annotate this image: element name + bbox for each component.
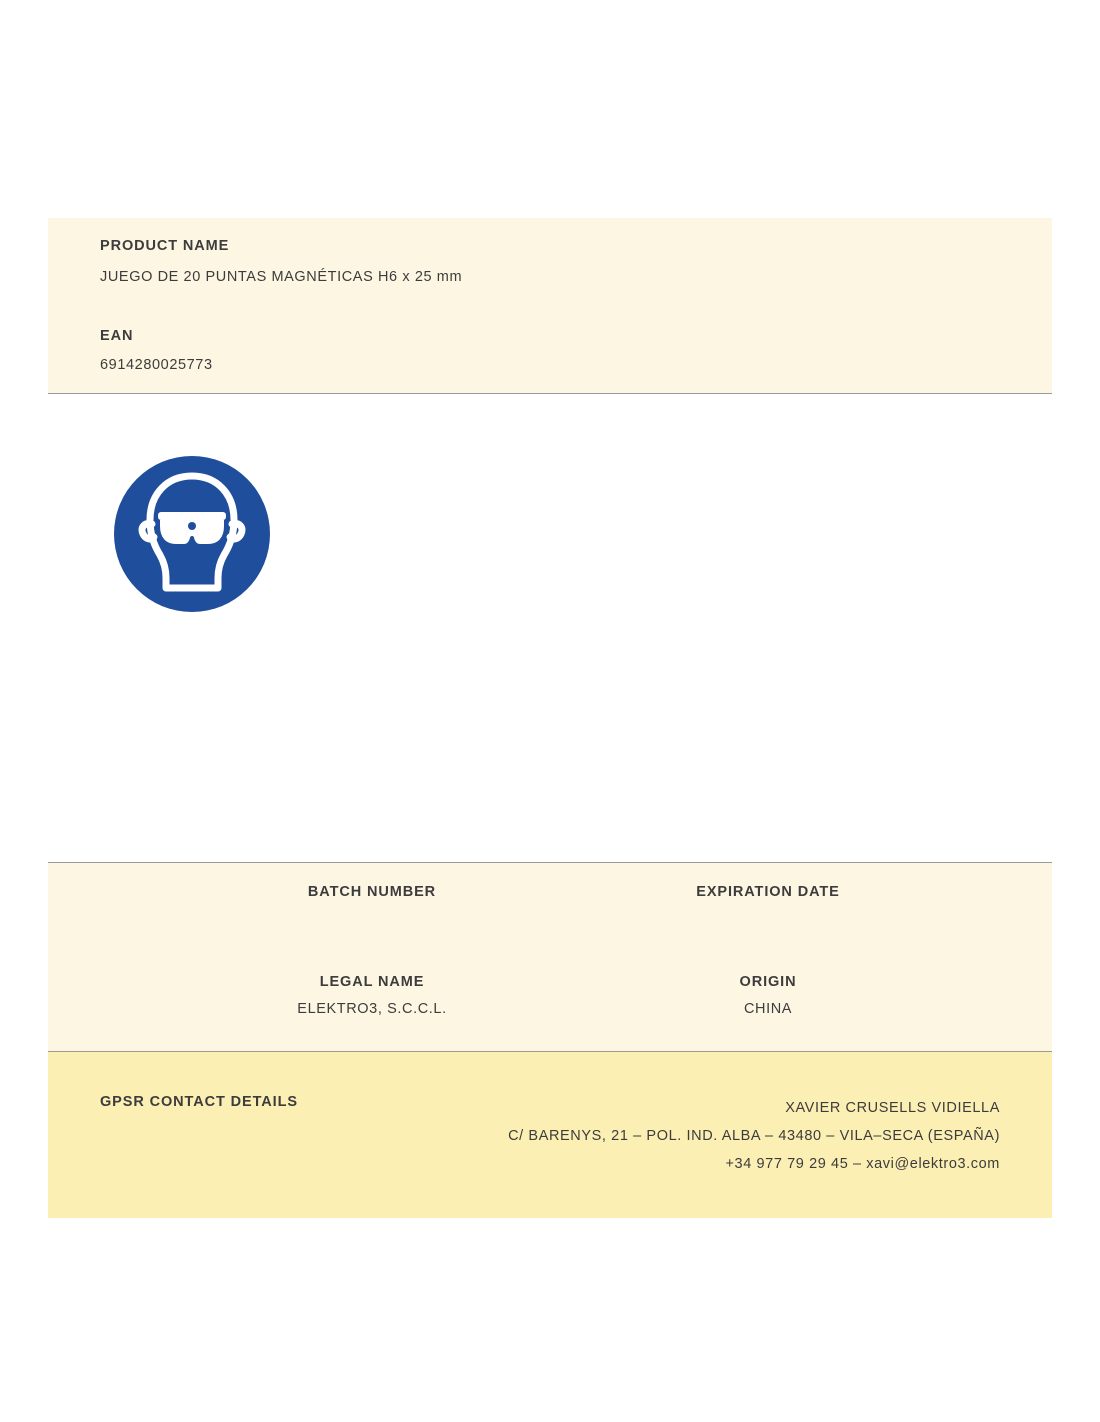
ean-value: 6914280025773 bbox=[100, 357, 213, 373]
product-details-table bbox=[48, 862, 1052, 1052]
gpsr-contact-label: GPSR CONTACT DETAILS bbox=[100, 1094, 298, 1110]
product-name-value: JUEGO DE 20 PUNTAS MAGNÉTICAS H6 x 25 mm bbox=[100, 269, 463, 285]
batch-number-label: BATCH NUMBER bbox=[307, 884, 437, 900]
legal-name-value: ELEKTRO3, S.C.C.L. bbox=[297, 1001, 447, 1017]
safety-pictogram bbox=[112, 454, 272, 614]
gpsr-contact-details bbox=[508, 1094, 1000, 1178]
origin-value: CHINA bbox=[743, 1001, 793, 1017]
batch-number-value bbox=[200, 911, 544, 927]
product-name-label: PRODUCT NAME bbox=[100, 238, 230, 254]
wear-eye-protection-icon bbox=[112, 454, 272, 614]
product-info-panel bbox=[48, 218, 1052, 394]
expiration-date-value bbox=[596, 911, 940, 927]
ean-label: EAN bbox=[100, 328, 134, 344]
origin-cell bbox=[596, 974, 940, 1017]
legal-name-cell bbox=[200, 974, 544, 1017]
gpsr-contact-phone-email: +34 977 79 29 45 – xavi@elektro3.com bbox=[725, 1156, 1000, 1172]
gpsr-contact-address: C/ BARENYS, 21 – POL. IND. ALBA – 43480 – VILA–SECA (ESPAÑA) bbox=[508, 1128, 1000, 1144]
legal-name-label: LEGAL NAME bbox=[319, 974, 425, 990]
batch-number-cell bbox=[200, 884, 544, 927]
expiration-date-label: EXPIRATION DATE bbox=[696, 884, 840, 900]
expiration-date-cell bbox=[596, 884, 940, 927]
gpsr-contact-panel bbox=[48, 1052, 1052, 1218]
origin-label: ORIGIN bbox=[739, 974, 797, 990]
gpsr-contact-name: XAVIER CRUSELLS VIDIELLA bbox=[785, 1100, 1000, 1116]
